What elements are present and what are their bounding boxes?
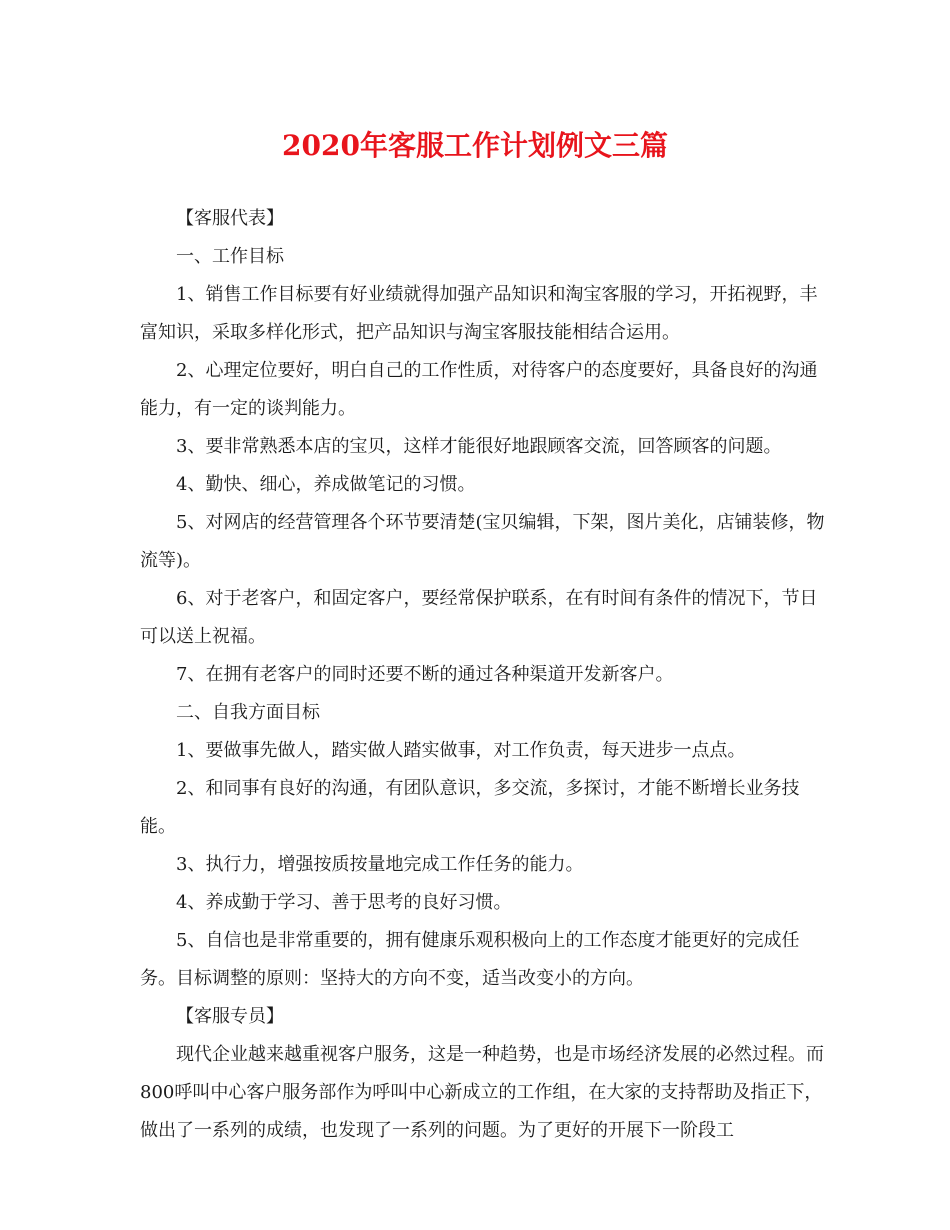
paragraph: 2、心理定位要好，明白自己的工作性质，对待客户的态度要好，具备良好的沟通能力，有一定的谈判能力。 [140,360,818,419]
paragraph: 4、养成勤于学习、善于思考的良好习惯。 [176,892,512,913]
section-heading-customer-service-specialist: 【客服专员】 [176,1006,284,1027]
paragraph: 6、对于老客户，和固定客户，要经常保护联系，在有时间有条件的情况下，节日可以送上祝福。 [140,588,818,647]
paragraph: 1、销售工作目标要有好业绩就得加强产品知识和淘宝客服的学习，开拓视野，丰富知识，采取多样化形式，把产品知识与淘宝客服技能相结合运用。 [140,284,818,343]
subsection-heading-self-goals: 二、自我方面目标 [176,702,320,723]
paragraph: 3、要非常熟悉本店的宝贝，这样才能很好地跟顾客交流，回答顾客的问题。 [176,436,782,457]
paragraph: 1、要做事先做人，踏实做人踏实做事，对工作负责，每天进步一点点。 [176,740,746,761]
paragraph: 5、自信也是非常重要的，拥有健康乐观积极向上的工作态度才能更好的完成任务。目标调整的原则：坚持大的方向不变，适当改变小的方向。 [140,930,800,989]
paragraph: 现代企业越来越重视客户服务，这是一种趋势，也是市场经济发展的必然过程。而800呼叫中心客户服务部作为呼叫中心新成立的工作组，在大家的支持帮助及指正下，做出了一系列的成绩，也发现了一系列的问题。为了更好的开展下一阶段工 [140,1044,824,1141]
paragraph: 7、在拥有老客户的同时还要不断的通过各种渠道开发新客户。 [176,664,674,685]
paragraph: 3、执行力，增强按质按量地完成工作任务的能力。 [176,854,584,875]
paragraph: 4、勤快、细心，养成做笔记的习惯。 [176,474,476,495]
paragraph: 2、和同事有良好的沟通，有团队意识，多交流，多探讨，才能不断增长业务技能。 [140,778,800,837]
document-body [140,200,830,1150]
document-title: 2020年客服工作计划例文三篇 [282,129,668,162]
section-heading-customer-service-representative: 【客服代表】 [176,208,284,229]
subsection-heading-work-goals: 一、工作目标 [176,246,284,267]
paragraph: 5、对网店的经营管理各个环节要清楚(宝贝编辑，下架，图片美化，店铺装修，物流等)。 [140,512,825,571]
